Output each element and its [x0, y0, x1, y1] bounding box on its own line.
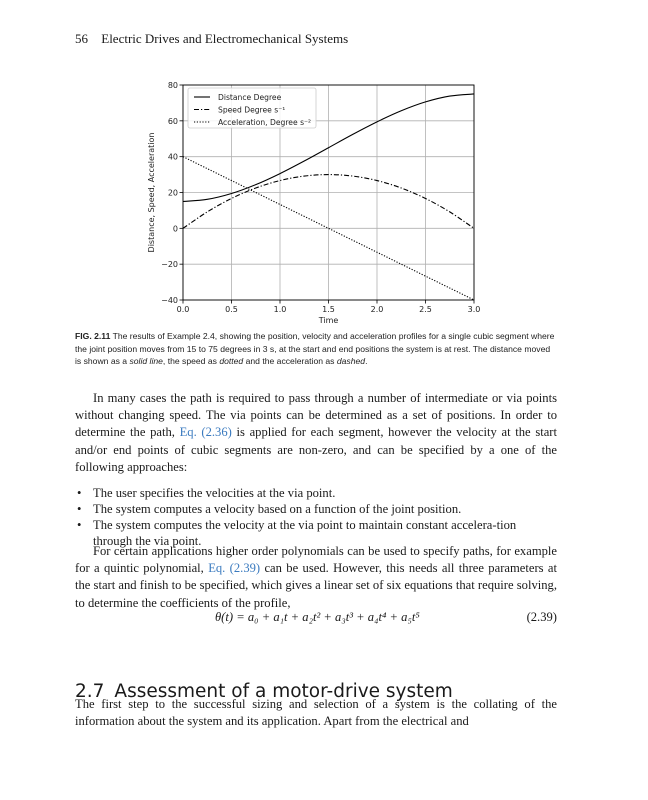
caption-italic: dashed [336, 356, 366, 366]
running-head [75, 31, 348, 47]
x-tick-label: 0.0 [176, 305, 190, 314]
figure-2-11-chart [140, 75, 490, 330]
y-tick-label: 80 [167, 81, 178, 90]
y-tick-label: 0 [172, 224, 178, 234]
x-tick-label: 1.5 [322, 305, 335, 314]
caption-text: The results of Example 2.4, showing the position, velocity and acceleration profiles for a single cubic segment where the joint position moves from 15 to 75 degrees in 3 s, at the start and end positions the system is at rest. The distance moved is shown as a [75, 331, 555, 366]
equation-2-39 [75, 610, 557, 628]
paragraph-text: The first step to the successful sizing and selection of a system is the collating of the information about the system and its application. Apart from the electrical and [75, 697, 557, 729]
list-item [75, 501, 557, 517]
x-tick-label: 1.0 [273, 305, 287, 314]
legend-label: Acceleration, Degree s⁻² [218, 118, 312, 127]
y-tick-label: −40 [161, 296, 178, 305]
caption-italic: solid line [129, 356, 163, 366]
y-tick-label: 40 [167, 152, 178, 162]
book-title: Electric Drives and Electromechanical Systems [101, 31, 349, 46]
y-axis-label: Distance, Speed, Acceleration [147, 132, 156, 253]
x-tick-label: 3.0 [467, 305, 481, 314]
legend-label: Speed Degree s⁻¹ [218, 105, 286, 115]
equation-number: (2.39) [526, 610, 557, 624]
paragraph-assessment [75, 696, 557, 730]
bullet-icon: • [77, 486, 82, 500]
paragraph-via-points [75, 390, 557, 476]
paragraph-text: is applied for each segment, however the velocity at the start and/or end points of cubic segments are non-zero, and can be specified by a one of the following approaches: [75, 425, 558, 474]
list-item-text: The user specifies the velocities at the via point. [93, 486, 336, 500]
list-item-text: The system computes the velocity at the via point to maintain constant accelera-tion through the via point. [93, 518, 517, 548]
caption-text: , the speed as [162, 356, 220, 366]
bullet-icon: • [77, 502, 82, 516]
y-tick-label: 20 [167, 188, 178, 198]
equation-link-2-36[interactable]: Eq. (2.36) [179, 425, 232, 440]
figure-label: FIG. 2.11 [75, 331, 111, 341]
y-tick-label: −20 [161, 260, 178, 270]
list-item-text: The system computes a velocity based on a function of the joint position. [93, 502, 462, 516]
paragraph-text: can be used. However, this needs all three parameters at the start and finish to be specified, which gives a linear set of six equations that require solving, to determine the coefficients of the profile, [75, 561, 557, 610]
paragraph-quintic [75, 543, 557, 612]
caption-italic: dotted [219, 356, 244, 366]
page-number: 56 [75, 31, 88, 46]
list-item [75, 485, 557, 501]
caption-text: and the acceleration as [243, 356, 337, 366]
x-axis-label: Time [318, 316, 339, 325]
paragraph-text: For certain applications higher order polynomials can be used to specify paths, for example for a quintic polynomial, [75, 544, 557, 576]
section-number: 2.7 [75, 681, 105, 703]
y-tick-label: 60 [167, 116, 178, 126]
equation-body: θ(t) = a₀ + a₁t + a₂t² + a₃t³ + a₄t⁴ + a₅t⁵ [215, 610, 420, 624]
paragraph-text: In many cases the path is required to pass through a number of intermediate or via points without changing speed. The via points can be determined as a set of positions. In order to determine the path, [75, 391, 557, 440]
x-tick-label: 2.5 [419, 305, 432, 314]
x-tick-label: 2.0 [370, 305, 384, 314]
section-title: Assessment of a motor-drive system [114, 681, 453, 703]
figure-caption [75, 330, 557, 368]
equation-link-2-39[interactable]: Eq. (2.39) [208, 561, 261, 576]
approaches-list [75, 485, 557, 549]
x-tick-label: 0.5 [225, 305, 238, 314]
caption-text: . [365, 356, 368, 366]
bullet-icon: • [77, 518, 82, 532]
legend-label: Distance Degree [218, 93, 282, 102]
line-chart [140, 75, 490, 330]
